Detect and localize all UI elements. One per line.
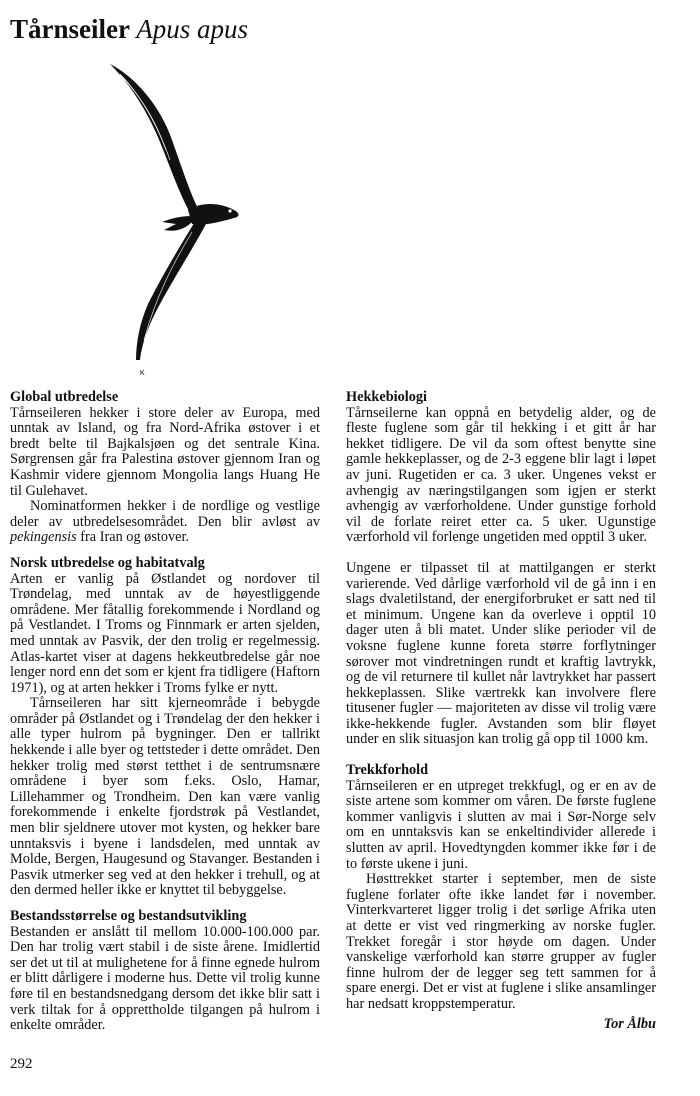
heading-norwegian-distribution: Norsk utbredelse og habitatvalg — [10, 554, 205, 571]
norsk-paragraph-2: Tårnseileren har sitt kjerneområde i bebygde områder på Østlandet og i Trøndelag der den hekker i alle typer hulrom på bygninger. Den er tallrikt hekkende i alle byer og tettsteder i dette området. Den hekker trolig med størst tetthet i de sentrumsnære områdene i byer som f.eks. Oslo, Hamar, Lillehammer og Trondheim. Den kan være vanlig forekommende i enkelte fjordstrøk på Vestlandet, men blir sjeldnere utover mot kysten, og hekker bare unntaksvis i byene i landsdelen, med unntak av Molde, Bergen, Haugesund og Stavanger. Bestanden i Pasvik utmerker seg ved at den hekker i trehull, og at den dermed heller ikke er knyttet til bebyggelse. — [10, 695, 320, 899]
breeding-paragraph-1: Tårnseilerne kan oppnå en betydelig alder, og de fleste fuglene som går til hekking i et gitt år har hekket tidligere. De vil da som oftest benytte sine gamle hekkeplasser, og de 2-3 eggene blir lagt i løpet av juni. Rugetiden er ca. 3 uker. Ungenes vekst er avhengig av næringstilgangen som igjen er sterkt avhengig av værforholdene. Under gunstige forhold vil de forlate reiret etter ca. 5 uker. Ugunstige værforhold vil forlenge ungetiden med opptil 3 uker. — [346, 404, 656, 546]
global-paragraph-2 — [10, 499, 320, 546]
author-signature: Tor Ålbu — [603, 1015, 656, 1032]
population-paragraph: Bestanden er anslått til mellom 10.000-100.000 par. Den har trolig vært stabil i de siste årene. Imidlertid ser det ut til at mulighetene for å finne egnede hulrom er blitt dårligere i moderne hus. Dette vil trolig kunne føre til en bestandsnedgang dersom det ikke blir satt i verk tiltak for å opprettholde tilgangen på hulrom i enkelte områder. — [10, 923, 320, 1034]
left-column — [10, 390, 320, 1034]
breeding-paragraph-2: Ungene er tilpasset til at mattilgangen er sterkt varierende. Ved dårlige værforhold vil de gå inn i en slags dvaletilstand, der energiforbruket er satt ned til et minimum. Ungene kan da overleve i opptil 10 dager uten å bli matet. Under slike perioder vil de voksne fuglene kunne foreta større forflytninger sørover mot vindretningen rundt et kraftig lavtrykk, og de vil returnere til kullet når lavtrykket har passert hekkeplassen. Slike værtrekk kan involvere flere titusener fugler — majoriteten av disse vil trolig være ikke-hekkende fugler. Avstanden som blir fløyet under en slik situasjon kan trolig gå opp til 1000 km. — [346, 559, 656, 748]
migration-paragraph-2: Høsttrekket starter i september, men de siste fuglene forlater ofte ikke landet før i november. Vinterkvarteret ligger trolig i det sørlige Afrika uten at dette er vist ved ringmerking av norske fugler. Trekket foregår i stor høyde om dagen. Under vanskelige værforhold kan større grupper av fugler finne hulrom der de legger seg tett sammen for å spare energi. Det er vist at fuglene i slike ansamlinger har nedsatt kroppstemperatur. — [346, 871, 656, 1012]
right-column — [346, 390, 656, 1032]
title-latin-name: Apus apus — [136, 14, 248, 44]
global-p2-start: Nominatformen hekker i de nordlige og vestlige deler av utbredelsesområdet. Den blir avløst av — [10, 498, 320, 530]
heading-migration: Trekkforhold — [346, 762, 429, 779]
global-paragraph-1: Tårnseileren hekker i store deler av Europa, med unntak av Island, og fra Nord-Afrika østover i et bredt belte til Bajkalsjøen og det sentrale Kina. Sørgrensen går fra Palestina østover gjennom Iran og Kashmir videre gjennom Mongolia langs Huang He til Gulehavet. — [10, 404, 320, 499]
heading-global-distribution: Global utbredelse — [10, 389, 119, 405]
page-title — [10, 14, 248, 45]
illustration-signature: K — [140, 370, 145, 377]
heading-population: Bestandsstørrelse og bestandsutvikling — [10, 908, 247, 924]
subspecies-name: pekingensis — [10, 529, 77, 546]
global-p2-end: fra Iran og østover. — [76, 529, 190, 546]
heading-breeding-biology: Hekkebiologi — [346, 389, 428, 405]
title-common-name: Tårnseiler — [10, 14, 130, 44]
swift-bird-drawing-icon — [100, 60, 250, 380]
page-number: 292 — [10, 1056, 33, 1072]
norsk-paragraph-1: Arten er vanlig på Østlandet og nordover til Trøndelag, med unntak av de høyestliggende områdene. Mer fåtallig forekommende i Nordland og på Vestlandet. I Troms og Finnmark er arten sjelden, med unntak av Pasvik, der den trolig er regelmessig. Atlas-kartet viser at dagens hekkeutbredelse går noe lenger nord enn det som er kjent fra tidligere (Haftorn 1971), og at arten hekker i Troms fylke er nytt. — [10, 570, 320, 696]
migration-paragraph-1: Tårnseileren er en utpreget trekkfugl, og er en av de siste artene som kommer om våren. De første fuglene kommer vanligvis i slutten av mai i Sør-Norge selv om en unntaksvis kan se enkeltindivider allerede i slutten av april. Hovedtyngden kommer ikke før i de to første ukene i juni. — [346, 777, 656, 872]
